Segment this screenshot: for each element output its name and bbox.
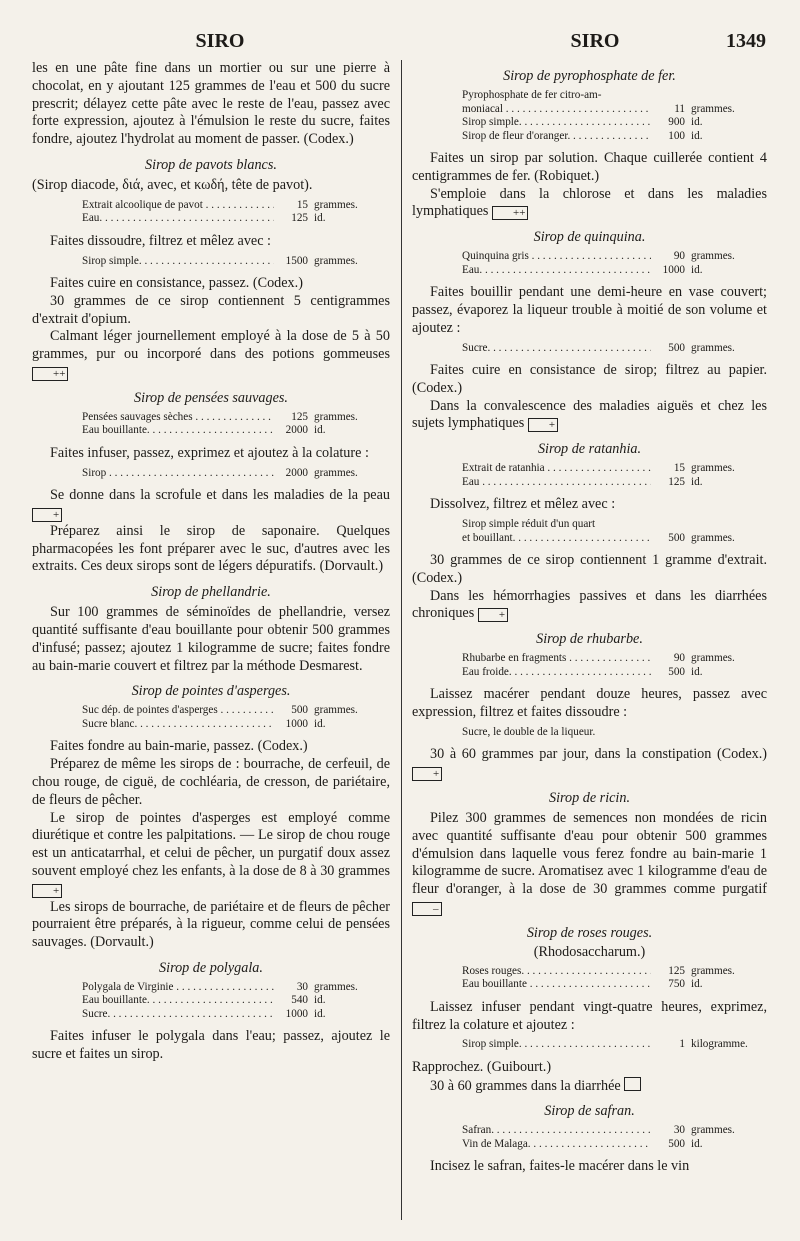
- recipe-title: [412, 228, 767, 246]
- recipe-unit: grammes.: [314, 410, 358, 423]
- paragraph-text: S'emploie dans la chlorose et dans les maladies lymphatiques: [412, 185, 767, 220]
- recipe-unit: grammes.: [314, 466, 358, 479]
- recipe-row: [462, 965, 767, 979]
- paragraph: [412, 552, 767, 588]
- recipe-row: [82, 255, 390, 269]
- paragraph-text: Dissolvez, filtrez et mêlez avec :: [430, 496, 616, 513]
- recipe-ingredient: Vin de Malaga. . . . . . . . . . . .: [462, 1138, 651, 1152]
- recipe-quantity: 1000: [285, 717, 308, 730]
- recipe-row: [82, 199, 390, 213]
- recipe-quantity: 90: [673, 652, 685, 665]
- paragraph-text: Faites infuser, passez, exprimez et ajoutez à la colature :: [50, 444, 369, 461]
- recipe-title: [412, 924, 767, 942]
- recipe-row: [82, 981, 390, 995]
- recipe-unit: id.: [691, 129, 703, 142]
- recipe-quantity: 750: [668, 978, 685, 991]
- recipe-row: [82, 704, 390, 718]
- paragraph: [412, 686, 767, 722]
- recipe-title: [32, 389, 390, 407]
- recipe-unit: grammes.: [691, 652, 735, 665]
- recipe-quantity: 2000: [285, 424, 308, 437]
- recipe-unit: grammes.: [314, 704, 358, 717]
- recipe-quantity: 2000: [285, 466, 308, 479]
- recipe-list: [82, 199, 390, 226]
- paragraph-text: Faites fondre au bain-marie, passez. (Codex.): [50, 738, 308, 755]
- recipe-quantity: 125: [668, 964, 685, 977]
- recipe-unit: grammes.: [691, 531, 735, 544]
- left-column: [32, 60, 390, 1064]
- paragraph-text: Les sirops de bourrache, de pariétaire et de fleurs de pêcher pourraient être préparés, à la rigueur, comme celui de pensées sauvages. (Dorvault.): [32, 898, 390, 951]
- recipe-ingredient: Sirop simple. . . . . . . . . . . .: [462, 116, 651, 130]
- recipe-row: [82, 212, 390, 226]
- paragraph-text: Laissez infuser pendant vingt-quatre heures, exprimez, filtrez la colature et ajoutez :: [412, 998, 767, 1033]
- recipe-quantity: 1000: [662, 263, 685, 276]
- paragraph-text: Sirop de pointes d'asperges.: [131, 683, 291, 700]
- recipe-unit: [685, 518, 767, 532]
- paragraph-text: Sirop de ratanhia.: [537, 441, 642, 458]
- recipe-title: [32, 959, 390, 977]
- paragraph: [412, 362, 767, 398]
- recipe-ingredient: Sirop de fleur d'oranger. . . . . . . .: [462, 130, 651, 144]
- paragraph-text: Dans la convalescence des maladies aiguës et chez les sujets lymphatiques: [412, 397, 767, 432]
- paragraph: [412, 588, 767, 624]
- recipe-row: [82, 718, 390, 732]
- recipe-row: [462, 264, 767, 278]
- recipe-quantity: 30: [673, 1124, 685, 1137]
- recipe-ingredient: et bouillant. . . . . . . . . . . . .: [462, 532, 651, 546]
- paragraph-text: les en une pâte fine dans un mortier ou sur une pierre à chocolat, en y ajoutant 125 grammes de l'eau et 500 du sucre prescrit; délayez cette pâte avec le reste de l'eau, passez avec forte expression, ajoutez à l'émulsion le reste du sucre, faites fondre, ajoutez l'hydrolat au moment de passer. (Codex.): [32, 60, 390, 148]
- recipe-row: [82, 994, 390, 1008]
- paragraph: [412, 398, 767, 434]
- paragraph-text: Pilez 300 grammes de semences non mondées de ricin avec quantité suffisante d'eau pour obtenir 500 grammes d'émulsion dans laquelle vous ferez fondre au bain-marie 1 kilogramme de sucre. Aromatisez avec 1 kilogramme d'eau de fleur d'oranger, à la dose de 30 grammes comme purgatif: [412, 809, 767, 898]
- recipe-ingredient: Extrait alcoolique de pavot . . . . . .: [82, 199, 274, 213]
- recipe-row: [82, 1008, 390, 1022]
- paragraph: [412, 284, 767, 337]
- paragraph: [412, 186, 767, 222]
- paragraph-text: Sur 100 grammes de séminoïdes de phellandrie, versez quantité suffisante d'eau bouillante pour obtenir 500 grammes d'infusé; passez; ajoutez 1 kilogramme de sucre; faites fondre au bain-marie couvert et filtrez par la méthode Desmarest.: [32, 604, 390, 674]
- paragraph: [32, 899, 390, 952]
- recipe-ingredient: Roses rouges. . . . . . . . . . . . .: [462, 965, 651, 979]
- recipe-unit: id.: [314, 424, 326, 437]
- recipe-unit: [685, 89, 767, 103]
- paragraph: [32, 328, 390, 381]
- recipe-quantity: 1500: [285, 254, 308, 267]
- recipe-list: [462, 965, 767, 992]
- recipe-ingredient: Quinquina gris . . . . . . . . . . . .: [462, 250, 651, 264]
- paragraph-text: Sirop de phellandrie.: [151, 584, 271, 601]
- recipe-unit: id.: [691, 116, 703, 128]
- recipe-quantity: 125: [668, 475, 685, 488]
- recipe-title: [32, 156, 390, 174]
- recipe-unit: grammes.: [691, 964, 735, 977]
- paragraph: [412, 810, 767, 917]
- recipe-unit: id.: [314, 717, 326, 730]
- recipe-quantity: 1000: [285, 1007, 308, 1020]
- recipe-quantity: 500: [668, 531, 685, 544]
- recipe-title: [412, 440, 767, 458]
- recipe-row: [462, 476, 767, 490]
- paragraph-text: (Rhodosaccharum.): [533, 943, 646, 960]
- recipe-ingredient: Polygala de Virginie . . . . . . . . .: [82, 981, 274, 995]
- recipe-list: [462, 518, 767, 545]
- running-head-left: SIRO: [195, 30, 245, 52]
- recipe-row: [462, 518, 767, 532]
- recipe-ingredient: Suc dép. de pointes d'asperges . . . .: [82, 704, 274, 718]
- paragraph: [32, 756, 390, 809]
- paragraph: [32, 738, 390, 756]
- recipe-list: [462, 89, 767, 143]
- paragraph-text: Faites bouillir pendant une demi-heure en vase couvert; passez, évaporez la liqueur trouble à moitié de son volume et ajoutez :: [412, 284, 767, 336]
- recipe-title: [412, 630, 767, 648]
- recipe-quantity: 125: [291, 212, 308, 225]
- recipe-unit: grammes.: [314, 198, 358, 211]
- page-number: 1349: [726, 30, 766, 52]
- recipe-unit: id.: [691, 665, 703, 678]
- recipe-row: [462, 130, 767, 144]
- recipe-ingredient: Eau froide. . . . . . . . . . . . . .: [462, 666, 651, 680]
- recipe-ingredient: Eau bouillante . . . . . . . . . . .: [462, 978, 651, 992]
- paragraph-text: Calmant léger journellement employé à la dose de 5 à 50 grammes, pur ou incorporé dans des potions gommeuses: [32, 328, 390, 363]
- paragraph: [32, 604, 390, 675]
- recipe-list: [82, 704, 390, 731]
- recipe-unit: grammes.: [691, 250, 735, 263]
- recipe-row: [82, 411, 390, 425]
- recipe-list: [462, 462, 767, 489]
- recipe-row: [462, 532, 767, 546]
- recipe-quantity: 15: [673, 462, 685, 475]
- recipe-row: [462, 1124, 767, 1138]
- recipe-quantity: 500: [668, 1137, 685, 1150]
- paragraph: [412, 1077, 767, 1096]
- paragraph: [412, 150, 767, 186]
- recipe-ingredient: Extrait de ratanhia . . . . . . . . .: [462, 462, 651, 476]
- paragraph-text: Le sirop de pointes d'asperges est employé comme diurétique et contre les palpitations. — Le sirop de chou rouge est un anticatarrhal, et celui de pêcher, un purgatif doux assez souvent employé chez les enfants, à la dose de 8 à 30 grammes: [32, 809, 390, 879]
- dosage-symbol-icon: ++: [32, 367, 68, 381]
- paragraph-text: Préparez ainsi le sirop de saponaire. Quelques pharmacopées les font préparer avec le suc, d'autres avec les extraits. Ces deux sirops sont de légers dépuratifs. (Dorvault.): [32, 522, 390, 575]
- recipe-ingredient: Eau. . . . . . . . . . . . . . . . . .: [462, 264, 651, 278]
- paragraph-text: 30 grammes de ce sirop contiennent 5 centigrammes d'extrait d'opium.: [32, 292, 390, 327]
- paragraph: [32, 445, 390, 463]
- recipe-unit: grammes.: [314, 254, 358, 267]
- paragraph-text: 30 à 60 grammes dans la diarrhée: [430, 1077, 621, 1094]
- paragraph-text: Dans les hémorrhagies passives et dans les diarrhées chroniques: [412, 587, 767, 622]
- recipe-row: [82, 467, 390, 481]
- recipe-ingredient: Sucre blanc. . . . . . . . . . . . . .: [82, 718, 274, 732]
- recipe-quantity: 540: [291, 994, 308, 1007]
- recipe-row: [462, 1138, 767, 1152]
- recipe-unit: [685, 726, 767, 740]
- dosage-symbol-icon: ++: [492, 206, 528, 220]
- paragraph-text: Faites un sirop par solution. Chaque cuillerée contient 4 centigrammes de fer. (Robiquet.): [412, 150, 767, 184]
- recipe-quantity: 11: [674, 102, 685, 115]
- recipe-row: [462, 726, 767, 740]
- recipe-row: [462, 652, 767, 666]
- recipe-row: [462, 666, 767, 680]
- recipe-list: [82, 411, 390, 438]
- recipe-ingredient: Sirop simple. . . . . . . . . . . . .: [462, 1038, 651, 1052]
- paragraph: [32, 523, 390, 576]
- recipe-quantity: 500: [668, 341, 685, 354]
- paragraph-text: Rapprochez. (Guibourt.): [412, 1058, 552, 1075]
- recipe-ingredient: Sucre, le double de la liqueur.: [462, 725, 596, 738]
- paragraph-text: Sirop de pensées sauvages.: [134, 389, 288, 406]
- recipe-quantity: [651, 518, 685, 532]
- paragraph: [412, 496, 767, 514]
- recipe-title: [412, 67, 767, 85]
- recipe-quantity: 100: [668, 129, 685, 142]
- recipe-unit: id.: [691, 263, 703, 276]
- recipe-ingredient: Eau. . . . . . . . . . . . . . . . . . .: [82, 212, 274, 226]
- recipe-title: [32, 583, 390, 601]
- recipe-row: [462, 342, 767, 356]
- recipe-ingredient: moniacal . . . . . . . . . . . . .: [462, 103, 651, 117]
- recipe-subtitle: [412, 943, 767, 961]
- recipe-unit: grammes.: [314, 980, 358, 993]
- recipe-list: [462, 1124, 767, 1151]
- recipe-list: [82, 467, 390, 481]
- recipe-unit: id.: [691, 1137, 703, 1150]
- recipe-list: [462, 1038, 767, 1052]
- paragraph-text: Laissez macérer pendant douze heures, passez avec expression, filtrez et faites dissoudre :: [412, 686, 767, 721]
- recipe-row: [462, 1038, 767, 1052]
- right-column: [412, 60, 767, 1176]
- paragraph: [32, 177, 390, 195]
- paragraph: [412, 1158, 767, 1176]
- recipe-ingredient: Eau bouillante. . . . . . . . . . . .: [82, 424, 274, 438]
- recipe-quantity: 15: [296, 198, 308, 211]
- paragraph-text: Sirop de pavots blancs.: [145, 156, 277, 173]
- recipe-ingredient: Safran. . . . . . . . . . . . . . . .: [462, 1124, 651, 1138]
- dosage-symbol-icon: +: [32, 508, 62, 522]
- paragraph-text: Sirop de pyrophosphate de fer.: [503, 68, 676, 84]
- recipe-ingredient: Sirop simple. . . . . . . . . . . . . .: [82, 255, 274, 269]
- paragraph-text: Sirop de ricin.: [548, 789, 631, 806]
- recipe-row: [462, 103, 767, 117]
- recipe-quantity: 900: [668, 116, 685, 128]
- paragraph-text: (Sirop diacode, διά, avec, et κωδή, tête de pavot).: [32, 176, 313, 193]
- recipe-quantity: 90: [673, 250, 685, 263]
- recipe-ingredient: Sucre. . . . . . . . . . . . . . . . .: [462, 342, 651, 356]
- recipe-ingredient: Eau bouillante. . . . . . . . . . . .: [82, 994, 274, 1008]
- recipe-list: [462, 250, 767, 277]
- recipe-row: [462, 462, 767, 476]
- paragraph: [32, 487, 390, 523]
- recipe-ingredient: Rhubarbe en fragments . . . . . . . . .: [462, 652, 651, 666]
- recipe-row: [462, 89, 767, 103]
- recipe-unit: grammes.: [691, 462, 735, 475]
- recipe-quantity: 500: [291, 704, 308, 717]
- paragraph: [32, 293, 390, 329]
- paragraph-text: Sirop de safran.: [544, 1103, 635, 1120]
- recipe-title: [32, 682, 390, 700]
- paragraph: [32, 1028, 390, 1064]
- recipe-ingredient: Pyrophosphate de fer citro-am-: [462, 89, 602, 101]
- paragraph-text: Préparez de même les sirops de : bourrache, de cerfeuil, de chou rouge, de ciguë, de cochléaria, de cresson, de pariétaire, de fleurs de pêcher.: [32, 756, 390, 808]
- paragraph-text: Sirop de rhubarbe.: [536, 631, 643, 648]
- recipe-quantity: 30: [296, 980, 308, 993]
- paragraph-text: 30 grammes de ce sirop contiennent 1 gramme d'extrait. (Codex.): [412, 552, 767, 586]
- dosage-symbol-icon: +: [32, 884, 62, 898]
- recipe-quantity: 1: [679, 1038, 685, 1051]
- dosage-symbol-icon: [624, 1077, 641, 1091]
- recipe-quantity: 125: [291, 410, 308, 423]
- recipe-row: [82, 424, 390, 438]
- recipe-title: [412, 1102, 767, 1120]
- recipe-ingredient: Pensées sauvages sèches . . . . . . .: [82, 411, 274, 425]
- recipe-list: [82, 981, 390, 1022]
- recipe-unit: id.: [314, 1007, 326, 1020]
- paragraph-text: Se donne dans la scrofule et dans les maladies de la peau: [50, 487, 390, 504]
- paragraph: [412, 746, 767, 782]
- paragraph-text: Sirop de roses rouges.: [526, 924, 653, 941]
- paragraph-text: Faites infuser le polygala dans l'eau; passez, ajoutez le sucre et faites un sirop.: [32, 1028, 390, 1063]
- recipe-list: [462, 342, 767, 356]
- paragraph: [412, 999, 767, 1035]
- recipe-row: [462, 116, 767, 130]
- paragraph: [32, 810, 390, 899]
- recipe-unit: grammes.: [691, 102, 735, 115]
- recipe-list: [462, 726, 767, 740]
- recipe-ingredient: Eau . . . . . . . . . . . . . . . . .: [462, 476, 651, 490]
- recipe-unit: id.: [691, 978, 703, 991]
- dosage-symbol-icon: –: [412, 902, 442, 916]
- paragraph: [412, 1059, 767, 1077]
- recipe-unit: grammes.: [691, 1124, 735, 1137]
- paragraph-text: Sirop de quinquina.: [533, 229, 646, 246]
- recipe-unit: id.: [691, 475, 703, 488]
- paragraph-text: Faites cuire en consistance, passez. (Codex.): [50, 275, 303, 292]
- recipe-quantity: 500: [668, 665, 685, 678]
- paragraph-text: Faites cuire en consistance de sirop; filtrez au papier. (Codex.): [412, 362, 767, 396]
- recipe-row: [462, 250, 767, 264]
- paragraph: [32, 233, 390, 251]
- recipe-ingredient: Sucre. . . . . . . . . . . . . . . . .: [82, 1008, 274, 1022]
- recipe-row: [462, 978, 767, 992]
- dosage-symbol-icon: +: [528, 418, 558, 432]
- dosage-symbol-icon: +: [412, 767, 442, 781]
- recipe-quantity: [651, 726, 685, 740]
- recipe-quantity: [651, 89, 685, 103]
- recipe-unit: kilogramme.: [691, 1038, 748, 1051]
- paragraph-text: Incisez le safran, faites-le macérer dans le vin: [430, 1158, 690, 1175]
- paragraph: [32, 275, 390, 293]
- paragraph-text: Faites dissoudre, filtrez et mêlez avec :: [50, 232, 272, 249]
- paragraph-text: Sirop de polygala.: [159, 959, 263, 976]
- recipe-unit: id.: [314, 212, 326, 225]
- recipe-ingredient: Sirop . . . . . . . . . . . . . . . . .: [82, 467, 274, 481]
- recipe-title: [412, 789, 767, 807]
- recipe-unit: id.: [314, 994, 326, 1007]
- paragraph: [32, 60, 390, 149]
- recipe-ingredient: Sirop simple réduit d'un quart: [462, 518, 596, 531]
- recipe-unit: grammes.: [691, 341, 735, 354]
- dosage-symbol-icon: +: [478, 608, 508, 622]
- recipe-list: [82, 255, 390, 269]
- running-head-right: SIRO: [570, 30, 620, 52]
- recipe-list: [462, 652, 767, 679]
- paragraph-text: 30 à 60 grammes par jour, dans la constipation (Codex.): [430, 746, 767, 763]
- column-divider: [401, 60, 402, 1220]
